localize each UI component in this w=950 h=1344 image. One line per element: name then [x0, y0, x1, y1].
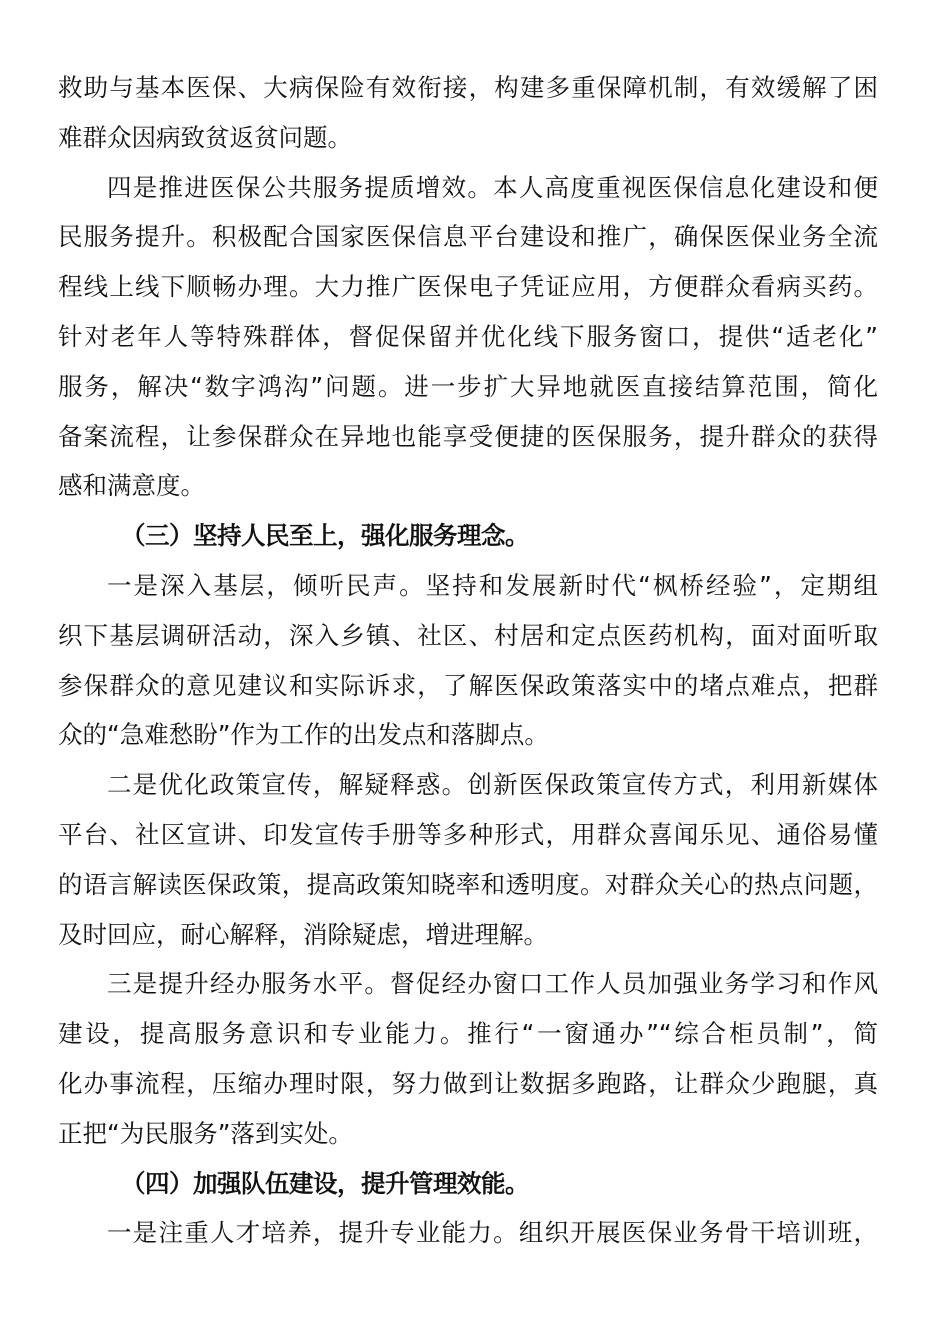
- text-line: 正把“为民服务”落到实处。: [58, 1118, 353, 1148]
- text-line: 二是优化政策宣传，解疑释惑。创新医保政策宣传方式，利用新媒体: [107, 770, 878, 800]
- section-heading-4: [58, 1159, 878, 1209]
- text-line: 众的“急难愁盼”作为工作的出发点和落脚点。: [58, 720, 549, 750]
- text-line: 一是深入基层，倾听民声。坚持和发展新时代“枫桥经验”，定期组: [107, 570, 878, 600]
- paragraph-policy-promotion: [58, 760, 878, 959]
- text-line: 针对老年人等特殊群体，督促保留并优化线下服务窗口，提供“适老化”: [58, 321, 878, 351]
- section-heading-3: [58, 511, 878, 561]
- text-line: 的语言解读医保政策，提高政策知晓率和透明度。对群众关心的热点问题，: [58, 869, 878, 899]
- text-line: 程线上线下顺畅办理。大力推广医保电子凭证应用，方便群众看病买药。: [58, 272, 878, 302]
- text-line: 难群众因病致贫返贫问题。: [58, 122, 352, 152]
- heading-text: （三）坚持人民至上，强化服务理念。: [121, 521, 529, 551]
- paragraph-service-level: [58, 959, 878, 1158]
- text-line: 三是提升经办服务水平。督促经办窗口工作人员加强业务学习和作风: [107, 969, 878, 999]
- text-line: 民服务提升。积极配合国家医保信息平台建设和推广，确保医保业务全流: [58, 222, 878, 252]
- text-line: 化办事流程，压缩办理时限，努力做到让数据多跑路，让群众少跑腿，真: [58, 1068, 878, 1098]
- document-page: [58, 63, 878, 1258]
- text-line: 感和满意度。: [58, 471, 205, 501]
- paragraph-continued: [58, 63, 878, 163]
- text-line: 建设，提高服务意识和专业能力。推行“一窗通办”“综合柜员制”，简: [58, 1019, 878, 1049]
- text-line: 及时回应，耐心解释，消除疑虑，增进理解。: [58, 919, 548, 949]
- text-line: 一是注重人才培养，提升专业能力。组织开展医保业务骨干培训班，: [107, 1218, 878, 1248]
- paragraph-grassroots: [58, 561, 878, 760]
- text-line: 四是推进医保公共服务提质增效。本人高度重视医保信息化建设和便: [107, 172, 878, 202]
- text-line: 备案流程，让参保群众在异地也能享受便捷的医保服务，提升群众的获得: [58, 421, 878, 451]
- text-line: 参保群众的意见建议和实际诉求，了解医保政策落实中的堵点难点，把群: [58, 670, 878, 700]
- paragraph-talent-training: [58, 1208, 878, 1258]
- text-line: 平台、社区宣讲、印发宣传手册等多种形式，用群众喜闻乐见、通俗易懂: [58, 819, 878, 849]
- paragraph-public-service: [58, 163, 878, 512]
- heading-text: （四）加强队伍建设，提升管理效能。: [121, 1168, 529, 1198]
- text-line: 救助与基本医保、大病保险有效衔接，构建多重保障机制，有效缓解了困: [58, 73, 878, 102]
- text-line: 服务，解决“数字鸿沟”问题。进一步扩大异地就医直接结算范围，简化: [58, 371, 878, 401]
- text-line: 织下基层调研活动，深入乡镇、社区、村居和定点医药机构，面对面听取: [58, 620, 878, 650]
